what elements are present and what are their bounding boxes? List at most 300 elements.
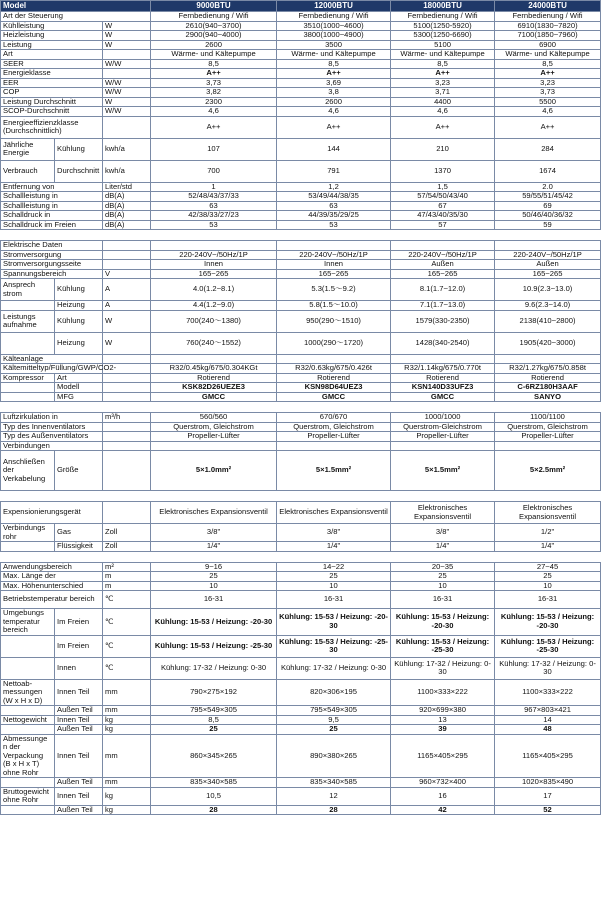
value-cell: A++ [391, 69, 495, 79]
value-cell: 13 [391, 715, 495, 725]
label-cell: ℃ [103, 609, 151, 636]
value-cell: 3510(1000~4600) [277, 21, 391, 31]
value-cell: Kühlung: 17-32 / Heizung: 0-30 [151, 657, 277, 679]
label-cell: Verbindungs rohr [1, 524, 55, 542]
value-cell: 8,5 [151, 715, 277, 725]
section-gap [1, 402, 601, 413]
spec-row [1, 182, 601, 192]
spec-row [1, 562, 601, 572]
label-cell [103, 392, 151, 402]
value-cell: 20~35 [391, 562, 495, 572]
value-cell: 28 [277, 805, 391, 815]
value-cell: 67 [391, 201, 495, 211]
label-cell: Gas [55, 524, 103, 542]
value-cell: 890×380×265 [277, 734, 391, 778]
value-cell: 795×549×305 [151, 706, 277, 716]
value-cell: A++ [277, 69, 391, 79]
value-cell: Querstrom, Gleichstrom [495, 422, 601, 432]
value-cell: 5.8(1.5～10.0) [277, 301, 391, 311]
value-cell: Kühlung: 15-53 / Heizung: -20-30 [495, 609, 601, 636]
value-cell: Kühlung: 15-53 / Heizung: -25-30 [391, 635, 495, 657]
spec-row [1, 725, 601, 735]
value-cell: 3,69 [277, 78, 391, 88]
label-cell: Kühlung [55, 310, 103, 332]
value-cell: Kühlung: 17-32 / Heizung: 0-30 [277, 657, 391, 679]
value-cell: 10 [391, 581, 495, 591]
spec-row [1, 12, 601, 22]
value-cell: 5×1.5mm² [391, 451, 495, 491]
spec-row [1, 78, 601, 88]
spec-row [1, 160, 601, 182]
value-cell: 795×549×305 [277, 706, 391, 716]
value-cell: 5.3(1.5～9.2) [277, 279, 391, 301]
value-cell: 8,5 [151, 59, 277, 69]
value-cell: 12 [277, 787, 391, 805]
value-cell: 967×803×421 [495, 706, 601, 716]
value-cell: 4,6 [151, 107, 277, 117]
header-col-18000: 18000BTU [391, 1, 495, 12]
label-cell: W/W [103, 59, 151, 69]
value-cell: 700 [151, 160, 277, 182]
value-cell: 25 [277, 725, 391, 735]
label-cell: mm [103, 778, 151, 788]
label-cell [103, 451, 151, 491]
spec-row [1, 310, 601, 332]
value-cell: KSN98D64UEZ3 [277, 383, 391, 393]
spec-row [1, 107, 601, 117]
label-cell: Nettogewicht [1, 715, 55, 725]
value-cell: 950(290～1510) [277, 310, 391, 332]
value-cell: 835×340×585 [151, 778, 277, 788]
label-cell: W [103, 40, 151, 50]
value-cell: Elektronisches Expansionsventil [277, 502, 391, 524]
value-cell: 700(240～1380) [151, 310, 277, 332]
value-cell: 27~45 [495, 562, 601, 572]
value-cell: GMCC [277, 392, 391, 402]
spec-row [1, 31, 601, 41]
label-cell: Kühlleistung [1, 21, 103, 31]
value-cell: 53 [151, 220, 277, 230]
label-cell: dB(A) [103, 220, 151, 230]
value-cell: Wärme- und Kältepumpe [391, 50, 495, 60]
value-cell: R32/1.14kg/675/0.770t [391, 364, 495, 374]
value-cell: 14~22 [277, 562, 391, 572]
value-cell: 42/38/33/27/23 [151, 211, 277, 221]
value-cell: Elektronisches Expansionsventil [391, 502, 495, 524]
value-cell: Propeller-Lüfter [277, 432, 391, 442]
label-cell: Heizung [55, 301, 103, 311]
value-cell: Kühlung: 15-53 / Heizung: -25-30 [495, 635, 601, 657]
value-cell: Wärme- und Kältepumpe [277, 50, 391, 60]
value-cell: 53 [277, 220, 391, 230]
label-cell [103, 422, 151, 432]
value-cell: 960×732×400 [391, 778, 495, 788]
value-cell: 2300 [151, 97, 277, 107]
label-cell [1, 383, 55, 393]
spec-row [1, 706, 601, 716]
value-cell: 2138(410~2800) [495, 310, 601, 332]
value-cell: Rotierend [277, 373, 391, 383]
value-cell: Innen [277, 260, 391, 270]
value-cell: 48 [495, 725, 601, 735]
value-cell: 28 [151, 805, 277, 815]
spec-row [1, 542, 601, 552]
value-cell: 4,6 [495, 107, 601, 117]
value-cell: 16-31 [391, 591, 495, 609]
label-cell: Leistungs aufnahme [1, 310, 55, 332]
value-cell: GMCC [391, 392, 495, 402]
value-cell: A++ [391, 116, 495, 138]
label-cell: m³/h [103, 413, 151, 423]
label-cell [103, 502, 151, 524]
label-cell: Umgebungs temperatur bereich [1, 609, 55, 636]
value-cell: Rotierend [391, 373, 495, 383]
label-cell: Innen Teil [55, 734, 103, 778]
value-cell: 16 [391, 787, 495, 805]
spec-row [1, 250, 601, 260]
value-cell: 47/43/40/35/30 [391, 211, 495, 221]
value-cell: 10,5 [151, 787, 277, 805]
value-cell: 3,73 [151, 78, 277, 88]
value-cell: 2.0 [495, 182, 601, 192]
spec-row [1, 787, 601, 805]
value-cell: 1370 [391, 160, 495, 182]
label-cell: Art der Steuerung [1, 12, 151, 22]
label-cell: Expensionierungsgerät [1, 502, 103, 524]
spec-row [1, 609, 601, 636]
label-cell [1, 805, 55, 815]
value-cell: 3800(1000~4900) [277, 31, 391, 41]
value-cell: 63 [151, 201, 277, 211]
label-cell: Spannungsbereich [1, 269, 103, 279]
label-cell: Abmessunge n der Verpackung (B x H x T) ohne Rohr [1, 734, 55, 778]
label-cell: kg [103, 805, 151, 815]
label-cell [1, 657, 55, 679]
value-cell: 50/46/40/36/32 [495, 211, 601, 221]
value-cell: 8,5 [277, 59, 391, 69]
spec-row [1, 635, 601, 657]
label-cell: Nettoab- messungen (W x H x D) [1, 679, 55, 706]
label-cell: Leistung [1, 40, 103, 50]
spec-row [1, 97, 601, 107]
label-cell: W/W [103, 78, 151, 88]
value-cell: A++ [151, 69, 277, 79]
spec-row [1, 441, 601, 451]
value-cell: A++ [277, 116, 391, 138]
spec-row [1, 413, 601, 423]
spec-row [1, 502, 601, 524]
value-cell: 4,6 [277, 107, 391, 117]
value-cell: 8,5 [391, 59, 495, 69]
value-cell: 16-31 [277, 591, 391, 609]
label-cell: Max. Länge der [1, 572, 103, 582]
value-cell: 3500 [277, 40, 391, 50]
value-cell [151, 241, 277, 251]
value-cell: 52/48/43/37/33 [151, 192, 277, 202]
label-cell: Stromversorgungsseite [1, 260, 103, 270]
value-cell: 1100/1100 [495, 413, 601, 423]
spec-row [1, 373, 601, 383]
value-cell: 3,71 [391, 88, 495, 98]
label-cell: Max. Höhenunterschied [1, 581, 103, 591]
value-cell: Fernbedienung / Wifi [151, 12, 277, 22]
value-cell: 4.0(1.2~8.1) [151, 279, 277, 301]
value-cell: 39 [391, 725, 495, 735]
spec-row [1, 524, 601, 542]
value-cell: 5300(1250-6690) [391, 31, 495, 41]
value-cell: 220-240V~/50Hz/1P [391, 250, 495, 260]
label-cell: SCOP-Durchschnitt [1, 107, 103, 117]
value-cell: 25 [391, 572, 495, 582]
label-cell [1, 725, 55, 735]
value-cell: 820×306×195 [277, 679, 391, 706]
spec-row [1, 734, 601, 778]
label-cell: dB(A) [103, 201, 151, 211]
value-cell: A++ [151, 116, 277, 138]
value-cell: 165~265 [277, 269, 391, 279]
value-cell: Kühlung: 15-53 / Heizung: -25-30 [151, 635, 277, 657]
value-cell: KSK82D26UEZE3 [151, 383, 277, 393]
label-cell: Außen Teil [55, 778, 103, 788]
spec-body [1, 12, 601, 815]
value-cell [391, 241, 495, 251]
label-cell: Kühlung [55, 279, 103, 301]
label-cell: W [103, 97, 151, 107]
spec-row [1, 364, 601, 374]
label-cell: Verbindungen [1, 441, 103, 451]
spec-row [1, 778, 601, 788]
value-cell: 3/8" [277, 524, 391, 542]
value-cell: 9~16 [151, 562, 277, 572]
value-cell: 14 [495, 715, 601, 725]
label-cell: MFG [55, 392, 103, 402]
section-spacer [1, 491, 601, 502]
label-cell [103, 50, 151, 60]
spec-row [1, 220, 601, 230]
label-cell: Bruttogewicht ohne Rohr [1, 787, 55, 805]
label-cell: m [103, 581, 151, 591]
spec-row [1, 201, 601, 211]
value-cell: Propeller-Lüfter [391, 432, 495, 442]
value-cell: 1,2 [277, 182, 391, 192]
label-cell: Kompressor [1, 373, 55, 383]
value-cell: 63 [277, 201, 391, 211]
value-cell [495, 441, 601, 451]
label-cell: Stromversorgung [1, 250, 103, 260]
value-cell: 16-31 [151, 591, 277, 609]
value-cell: SANYO [495, 392, 601, 402]
value-cell: 6910(1830~7820) [495, 21, 601, 31]
label-cell [103, 373, 151, 383]
value-cell: A++ [495, 69, 601, 79]
value-cell [391, 441, 495, 451]
label-cell: Durchschnitt [55, 160, 103, 182]
value-cell: 3,23 [391, 78, 495, 88]
value-cell: Fernbedienung / Wifi [391, 12, 495, 22]
value-cell: 1000/1000 [391, 413, 495, 423]
header-col-12000: 12000BTU [277, 1, 391, 12]
value-cell: 4,6 [391, 107, 495, 117]
value-cell: 10.9(2.3~13.0) [495, 279, 601, 301]
label-cell: mm [103, 734, 151, 778]
spec-row [1, 241, 601, 251]
value-cell: 791 [277, 160, 391, 182]
value-cell: Rotierend [495, 373, 601, 383]
spec-row [1, 301, 601, 311]
label-cell: ℃ [103, 635, 151, 657]
value-cell: 3,8 [277, 88, 391, 98]
value-cell: 25 [495, 572, 601, 582]
value-cell: 1579(330-2350) [391, 310, 495, 332]
value-cell: 25 [151, 725, 277, 735]
spec-row [1, 572, 601, 582]
value-cell: 3,23 [495, 78, 601, 88]
label-cell: Elektrische Daten [1, 241, 103, 251]
label-cell: Verbrauch [1, 160, 55, 182]
label-cell: Art [1, 50, 103, 60]
label-cell [103, 383, 151, 393]
label-cell: Luftzirkulation in [1, 413, 103, 423]
spec-row [1, 59, 601, 69]
value-cell: 7.1(1.7~13.0) [391, 301, 495, 311]
label-cell: kg [103, 715, 151, 725]
value-cell: 1/2" [495, 524, 601, 542]
label-cell: Energieeffizienzklasse (Durchschnittlich) [1, 116, 103, 138]
value-cell: 5×1.5mm² [277, 451, 391, 491]
label-cell [103, 241, 151, 251]
value-cell: Innen [151, 260, 277, 270]
label-cell: Außen Teil [55, 805, 103, 815]
label-cell: Schallleistung in [1, 192, 103, 202]
spec-row [1, 269, 601, 279]
value-cell: 2610(940~3700) [151, 21, 277, 31]
label-cell: dB(A) [103, 211, 151, 221]
label-cell: COP [1, 88, 103, 98]
section-gap [1, 230, 601, 241]
value-cell: 1/4" [277, 542, 391, 552]
value-cell: 10 [495, 581, 601, 591]
label-cell: SEER [1, 59, 103, 69]
label-cell: Kältemitteltyp/Füllung/GWP/CO2- [1, 364, 103, 374]
value-cell: 1,5 [391, 182, 495, 192]
spec-row [1, 805, 601, 815]
label-cell: V [103, 269, 151, 279]
value-cell: 25 [277, 572, 391, 582]
label-cell: Leistung Durchschnitt [1, 97, 103, 107]
value-cell: 1/4" [495, 542, 601, 552]
value-cell: 790×275×192 [151, 679, 277, 706]
label-cell: Heizleistung [1, 31, 103, 41]
value-cell: Querstrom, Gleichstrom [151, 422, 277, 432]
value-cell: 5100(1250-5920) [391, 21, 495, 31]
label-cell [1, 301, 55, 311]
label-cell: Art [55, 373, 103, 383]
label-cell [103, 250, 151, 260]
value-cell: Kühlung: 15-53 / Heizung: -25-30 [277, 635, 391, 657]
value-cell: 10 [277, 581, 391, 591]
value-cell: GMCC [151, 392, 277, 402]
value-cell: 9,5 [277, 715, 391, 725]
value-cell: 3/8" [391, 524, 495, 542]
value-cell [495, 241, 601, 251]
value-cell: 670/670 [277, 413, 391, 423]
value-cell: 57/54/50/43/40 [391, 192, 495, 202]
value-cell: 220-240V~/50Hz/1P [495, 250, 601, 260]
spec-row [1, 260, 601, 270]
value-cell: 210 [391, 138, 495, 160]
value-cell: 8,5 [495, 59, 601, 69]
label-cell [1, 542, 55, 552]
section-spacer [1, 402, 601, 413]
label-cell: Außen Teil [55, 725, 103, 735]
value-cell: 1905(420~3000) [495, 332, 601, 354]
value-cell: 5500 [495, 97, 601, 107]
spec-row [1, 383, 601, 393]
value-cell: 5×1.0mm² [151, 451, 277, 491]
value-cell: 3,82 [151, 88, 277, 98]
label-cell: ℃ [103, 591, 151, 609]
value-cell: Kühlung: 15-53 / Heizung: -20-30 [391, 609, 495, 636]
value-cell: 9.6(2.3~14.0) [495, 301, 601, 311]
label-cell: EER [1, 78, 103, 88]
label-cell: Anwendungsbereich [1, 562, 103, 572]
value-cell: Querstrom, Gleichstrom [277, 422, 391, 432]
spec-row [1, 88, 601, 98]
label-cell: W [103, 21, 151, 31]
value-cell: R32/1.27kg/675/0.858t [495, 364, 601, 374]
spec-row [1, 451, 601, 491]
label-cell: Größe [55, 451, 103, 491]
value-cell: Kühlung: 17-32 / Heizung: 0-30 [495, 657, 601, 679]
value-cell: 144 [277, 138, 391, 160]
value-cell: 920×699×380 [391, 706, 495, 716]
label-cell: A [103, 301, 151, 311]
label-cell: dB(A) [103, 192, 151, 202]
label-cell: Energieklasse [1, 69, 103, 79]
value-cell: 1/4" [391, 542, 495, 552]
spec-row [1, 657, 601, 679]
value-cell: 4.4(1.2~9.0) [151, 301, 277, 311]
spec-row [1, 432, 601, 442]
value-cell: Propeller-Lüfter [495, 432, 601, 442]
value-cell: 59/55/51/45/42 [495, 192, 601, 202]
value-cell: 1 [151, 182, 277, 192]
label-cell: kg [103, 787, 151, 805]
label-cell: mm [103, 679, 151, 706]
value-cell: 57 [391, 220, 495, 230]
spec-row [1, 138, 601, 160]
label-cell: Kälteanlage [1, 354, 103, 364]
value-cell: 1100×333×222 [495, 679, 601, 706]
label-cell: Flüssigkeit [55, 542, 103, 552]
value-cell: Propeller-Lüfter [151, 432, 277, 442]
value-cell: 5×2.5mm² [495, 451, 601, 491]
spec-row [1, 116, 601, 138]
value-cell: Kühlung: 15-53 / Heizung: -20-30 [277, 609, 391, 636]
value-cell: 53/49/44/38/35 [277, 192, 391, 202]
value-cell: Fernbedienung / Wifi [495, 12, 601, 22]
label-cell: Betriebstemperatur bereich [1, 591, 103, 609]
label-cell [1, 635, 55, 657]
label-cell: Zoll [103, 542, 151, 552]
value-cell: 2600 [277, 97, 391, 107]
label-cell: Innen Teil [55, 715, 103, 725]
header-model: Model [1, 1, 151, 12]
value-cell: R32/0.63kg/675/0.426t [277, 364, 391, 374]
value-cell: 107 [151, 138, 277, 160]
value-cell: 17 [495, 787, 601, 805]
value-cell: KSN140D33UFZ3 [391, 383, 495, 393]
